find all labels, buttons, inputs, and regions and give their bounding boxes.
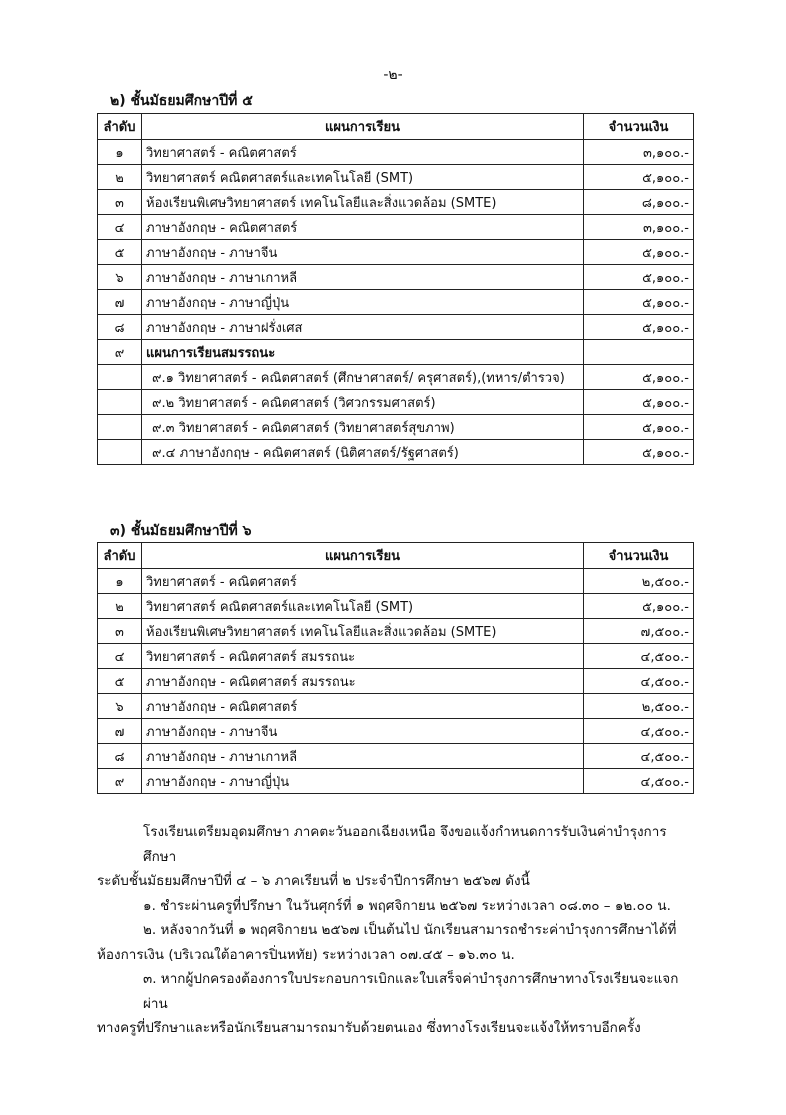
table-row xyxy=(98,744,694,769)
table-row xyxy=(98,340,694,365)
row-plan: ภาษาอังกฤษ - คณิตศาสตร์ xyxy=(142,694,584,719)
row-plan: วิทยาศาสตร์ - คณิตศาสตร์ สมรรถนะ xyxy=(142,644,584,669)
row-plan: วิทยาศาสตร์ - คณิตศาสตร์ xyxy=(142,569,584,594)
table-row xyxy=(98,694,694,719)
row-amount: ๕,๑๐๐.- xyxy=(584,290,694,315)
row-amount: ๔,๕๐๐.- xyxy=(584,719,694,744)
row-plan: ภาษาอังกฤษ - ภาษาญี่ปุ่น xyxy=(142,769,584,794)
header-amount: จำนวนเงิน xyxy=(584,114,694,140)
table-row xyxy=(98,415,694,440)
section-heading-m5: ๒) ชั้นมัธยมศึกษาปีที่ ๕ xyxy=(110,93,253,109)
row-amount: ๕,๑๐๐.- xyxy=(584,365,694,390)
table-row xyxy=(98,719,694,744)
table-row xyxy=(98,190,694,215)
row-amount: ๔,๕๐๐.- xyxy=(584,744,694,769)
table-row xyxy=(98,669,694,694)
page-number: -๒- xyxy=(383,67,403,83)
row-plan: ภาษาอังกฤษ - คณิตศาสตร์ สมรรถนะ xyxy=(142,669,584,694)
intro-line-2: ระดับชั้นมัธยมศึกษาปีที่ ๔ – ๖ ภาคเรียนที่ ๒ ประจำปีการศึกษา ๒๕๖๗ ดังนี้ xyxy=(97,873,530,889)
row-amount: ๔,๕๐๐.- xyxy=(584,644,694,669)
row-amount: ๕,๑๐๐.- xyxy=(584,240,694,265)
header-amount: จำนวนเงิน xyxy=(584,543,694,569)
table-row xyxy=(98,644,694,669)
table-row xyxy=(98,315,694,340)
row-amount: ๓,๑๐๐.- xyxy=(584,215,694,240)
table-header-row xyxy=(98,543,694,569)
row-number: ๗ xyxy=(98,290,142,315)
intro-line-1: โรงเรียนเตรียมอุดมศึกษา ภาคตะวันออกเฉียงเหนือ จึงขอแจ้งกำหนดการรับเงินค่าบำรุงการศึกษา xyxy=(143,824,667,865)
row-plan: วิทยาศาสตร์ คณิตศาสตร์และเทคโนโลยี (SMT) xyxy=(142,165,584,190)
row-plan: วิทยาศาสตร์ - คณิตศาสตร์ xyxy=(142,140,584,165)
table-row xyxy=(98,594,694,619)
note-item-3-line-1: ๓. หากผู้ปกครองต้องการใบประกอบการเบิกและใบเสร็จค่าบำรุงการศึกษาทางโรงเรียนจะแจกผ่าน xyxy=(143,971,679,1012)
row-amount: ๕,๑๐๐.- xyxy=(584,390,694,415)
note-item-2-line-1: ๒. หลังจากวันที่ ๑ พฤศจิกายน ๒๕๖๗ เป็นต้นไป นักเรียนสามารถชำระค่าบำรุงการศึกษาได้ที่ xyxy=(143,922,677,938)
table-row xyxy=(98,440,694,465)
table-row xyxy=(98,290,694,315)
row-plan: ๙.๔ ภาษาอังกฤษ - คณิตศาสตร์ (นิติศาสตร์/รัฐศาสตร์) xyxy=(142,440,584,465)
section-heading-m6: ๓) ชั้นมัธยมศึกษาปีที่ ๖ xyxy=(110,523,252,539)
row-number: ๙ xyxy=(98,769,142,794)
row-amount xyxy=(584,340,694,365)
table-row xyxy=(98,165,694,190)
row-number: ๕ xyxy=(98,240,142,265)
header-no: ลำดับ xyxy=(98,114,142,140)
row-amount: ๓,๑๐๐.- xyxy=(584,140,694,165)
row-number: ๖ xyxy=(98,694,142,719)
row-amount: ๗,๕๐๐.- xyxy=(584,619,694,644)
row-plan: ๙.๒ วิทยาศาสตร์ - คณิตศาสตร์ (วิศวกรรมศาสตร์) xyxy=(142,390,584,415)
row-number: ๑ xyxy=(98,140,142,165)
row-number: ๔ xyxy=(98,215,142,240)
row-amount: ๒,๕๐๐.- xyxy=(584,569,694,594)
table-row xyxy=(98,265,694,290)
row-number xyxy=(98,365,142,390)
header-plan: แผนการเรียน xyxy=(142,543,584,569)
table-row xyxy=(98,365,694,390)
table-row xyxy=(98,390,694,415)
table-row xyxy=(98,215,694,240)
row-plan: ๙.๓ วิทยาศาสตร์ - คณิตศาสตร์ (วิทยาศาสตร์สุขภาพ) xyxy=(142,415,584,440)
row-amount: ๔,๕๐๐.- xyxy=(584,769,694,794)
row-plan: แผนการเรียนสมรรถนะ xyxy=(142,340,584,365)
row-number: ๒ xyxy=(98,165,142,190)
row-number: ๑ xyxy=(98,569,142,594)
row-plan: ภาษาอังกฤษ - ภาษาจีน xyxy=(142,240,584,265)
row-amount: ๘,๑๐๐.- xyxy=(584,190,694,215)
row-amount: ๕,๑๐๐.- xyxy=(584,265,694,290)
row-plan: ภาษาอังกฤษ - ภาษาเกาหลี xyxy=(142,744,584,769)
row-number xyxy=(98,440,142,465)
row-plan: ภาษาอังกฤษ - ภาษาญี่ปุ่น xyxy=(142,290,584,315)
row-amount: ๕,๑๐๐.- xyxy=(584,315,694,340)
row-plan: ภาษาอังกฤษ - ภาษาฝรั่งเศส xyxy=(142,315,584,340)
row-number: ๓ xyxy=(98,619,142,644)
table-row xyxy=(98,769,694,794)
row-plan: ห้องเรียนพิเศษวิทยาศาสตร์ เทคโนโลยีและสิ่งแวดล้อม (SMTE) xyxy=(142,190,584,215)
table-row xyxy=(98,240,694,265)
row-number: ๕ xyxy=(98,669,142,694)
note-item-3-line-2: ทางครูที่ปรึกษาและหรือนักเรียนสามารถมารับด้วยตนเอง ซึ่งทางโรงเรียนจะแจ้งให้ทราบอีกครั้ง xyxy=(97,1020,641,1036)
row-number: ๓ xyxy=(98,190,142,215)
note-item-1: ๑. ชำระผ่านครูที่ปรึกษา ในวันศุกร์ที่ ๑ พฤศจิกายน ๒๕๖๗ ระหว่างเวลา ๐๘.๓๐ – ๑๒.๐๐ น. xyxy=(143,897,671,914)
row-number: ๒ xyxy=(98,594,142,619)
row-number: ๔ xyxy=(98,644,142,669)
row-plan: วิทยาศาสตร์ คณิตศาสตร์และเทคโนโลยี (SMT) xyxy=(142,594,584,619)
row-amount: ๒,๕๐๐.- xyxy=(584,694,694,719)
note-item-2-line-2: ห้องการเงิน (บริเวณใต้อาคารปิ่นหทัย) ระหว่างเวลา ๐๗.๔๕ – ๑๖.๓๐ น. xyxy=(97,946,515,963)
row-plan: ห้องเรียนพิเศษวิทยาศาสตร์ เทคโนโลยีและสิ่งแวดล้อม (SMTE) xyxy=(142,619,584,644)
row-amount: ๕,๑๐๐.- xyxy=(584,594,694,619)
table-row xyxy=(98,140,694,165)
row-number: ๙ xyxy=(98,340,142,365)
table-row xyxy=(98,569,694,594)
row-amount: ๕,๑๐๐.- xyxy=(584,415,694,440)
header-no: ลำดับ xyxy=(98,543,142,569)
row-plan: ภาษาอังกฤษ - ภาษาจีน xyxy=(142,719,584,744)
table-header-row xyxy=(98,114,694,140)
row-number: ๗ xyxy=(98,719,142,744)
row-plan: ภาษาอังกฤษ - คณิตศาสตร์ xyxy=(142,215,584,240)
row-number xyxy=(98,390,142,415)
row-amount: ๔,๕๐๐.- xyxy=(584,669,694,694)
fee-table-m5 xyxy=(97,113,694,465)
row-amount: ๕,๑๐๐.- xyxy=(584,440,694,465)
row-plan: ภาษาอังกฤษ - ภาษาเกาหลี xyxy=(142,265,584,290)
fee-table-m6 xyxy=(97,542,694,794)
row-number xyxy=(98,415,142,440)
row-number: ๘ xyxy=(98,315,142,340)
header-plan: แผนการเรียน xyxy=(142,114,584,140)
row-number: ๖ xyxy=(98,265,142,290)
payment-notes xyxy=(97,820,697,1041)
row-amount: ๕,๑๐๐.- xyxy=(584,165,694,190)
row-plan: ๙.๑ วิทยาศาสตร์ - คณิตศาสตร์ (ศึกษาศาสตร์/ ครุศาสตร์),(ทหาร/ตำรวจ) xyxy=(142,365,584,390)
table-row xyxy=(98,619,694,644)
row-number: ๘ xyxy=(98,744,142,769)
